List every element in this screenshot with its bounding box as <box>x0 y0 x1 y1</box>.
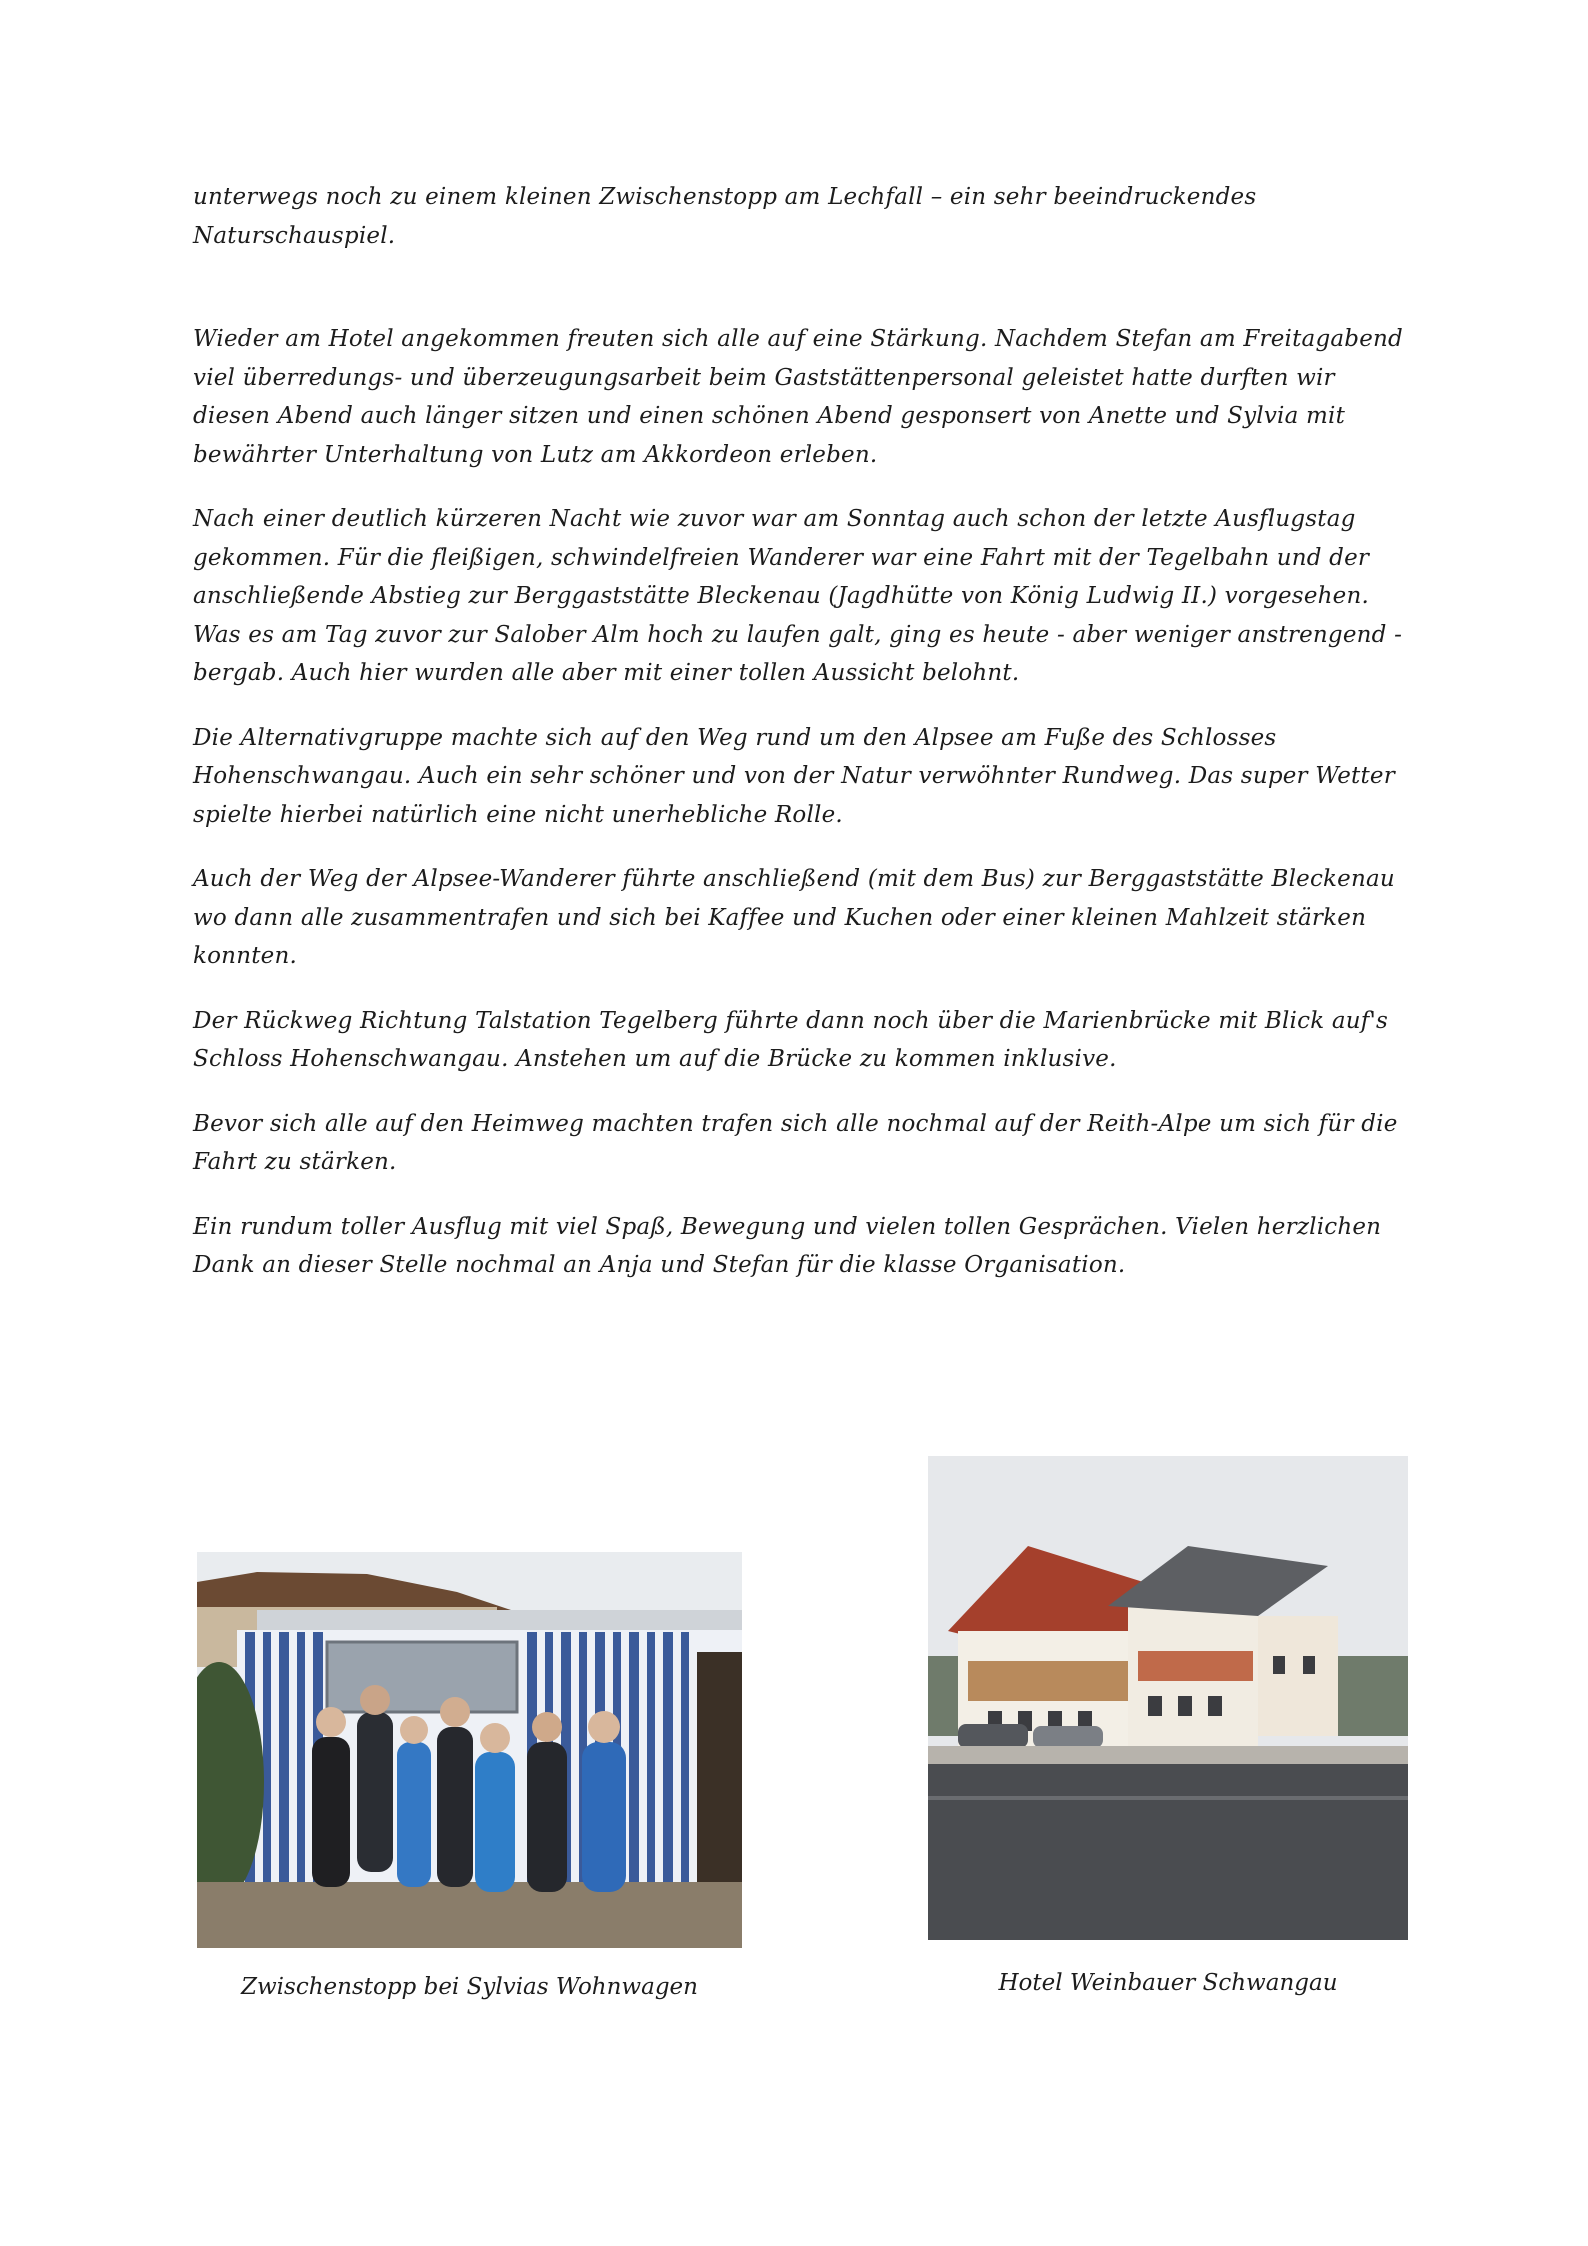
paragraph-reith-alpe: Bevor sich alle auf den Heimweg machten trafen sich alle nochmal auf der Reith-Alpe um sich für die Fahrt zu stärken. <box>193 1110 1398 1175</box>
article-text <box>193 178 1408 1311</box>
group-photo-caption: Zwischenstopp bei Sylvias Wohnwagen <box>241 1974 698 2000</box>
hotel-photo <box>928 1456 1408 1940</box>
paragraph-hotel-evening: Wieder am Hotel angekommen freuten sich alle auf eine Stärkung. Nachdem Stefan am Freitagabend viel überredungs- und überzeugungsarbeit beim Gaststättenpersonal geleistet hatte durften wir diesen Abend auch länger sitzen und einen schönen Abend gesponsert von Anette und Sylvia mit bewährter Unterhaltung von Lutz am Akkordeon erleben. <box>193 326 1403 468</box>
paragraph-return-route: Der Rückweg Richtung Talstation Tegelberg führte dann noch über die Marienbrücke mit Blick auf's Schloss Hohenschwangau. Anstehen um auf die Brücke zu kommen inklusive. <box>193 1007 1389 1072</box>
paragraph-lechfall: unterwegs noch zu einem kleinen Zwischenstopp am Lechfall – ein sehr beeindruckendes Naturschauspiel. <box>193 184 1257 249</box>
paragraph-bleckenau: Auch der Weg der Alpsee-Wanderer führte anschließend (mit dem Bus) zur Berggaststätte Bleckenau wo dann alle zusammentrafen und sich bei Kaffee und Kuchen oder einer kleinen Mahlzeit stärken konnten. <box>193 866 1395 969</box>
paragraph-alternative-group: Die Alternativgruppe machte sich auf den Weg rund um den Alpsee am Fuße des Schlosses Hohenschwangau. Auch ein sehr schöner und von der Natur verwöhnter Rundweg. Das super Wetter spielte hierbei natürlich eine nicht unerhebliche Rolle. <box>193 724 1395 828</box>
paragraph-sunday-hike: Nach einer deutlich kürzeren Nacht wie zuvor war am Sonntag auch schon der letzte Ausflugstag gekommen. Für die fleißigen, schwindelfreien Wanderer war eine Fahrt mit der Tegelbahn und der anschließende Abstieg zur Berggaststätte Bleckenau (Jagdhütte von König Ludwig II.) vorgesehen. Was es am Tag zuvor zur Salober Alm hoch zu laufen galt, ging es heute - aber weniger anstrengend - bergab. Auch hier wurden alle aber mit einer tollen Aussicht belohnt. <box>193 506 1403 686</box>
hotel-photo-caption: Hotel Weinbauer Schwangau <box>998 1970 1338 1996</box>
group-photo <box>197 1552 742 1948</box>
paragraph-thanks: Ein rundum toller Ausflug mit viel Spaß, Bewegung und vielen tollen Gesprächen. Vielen herzlichen Dank an dieser Stelle nochmal an Anja und Stefan für die klasse Organisation. <box>193 1213 1382 1278</box>
